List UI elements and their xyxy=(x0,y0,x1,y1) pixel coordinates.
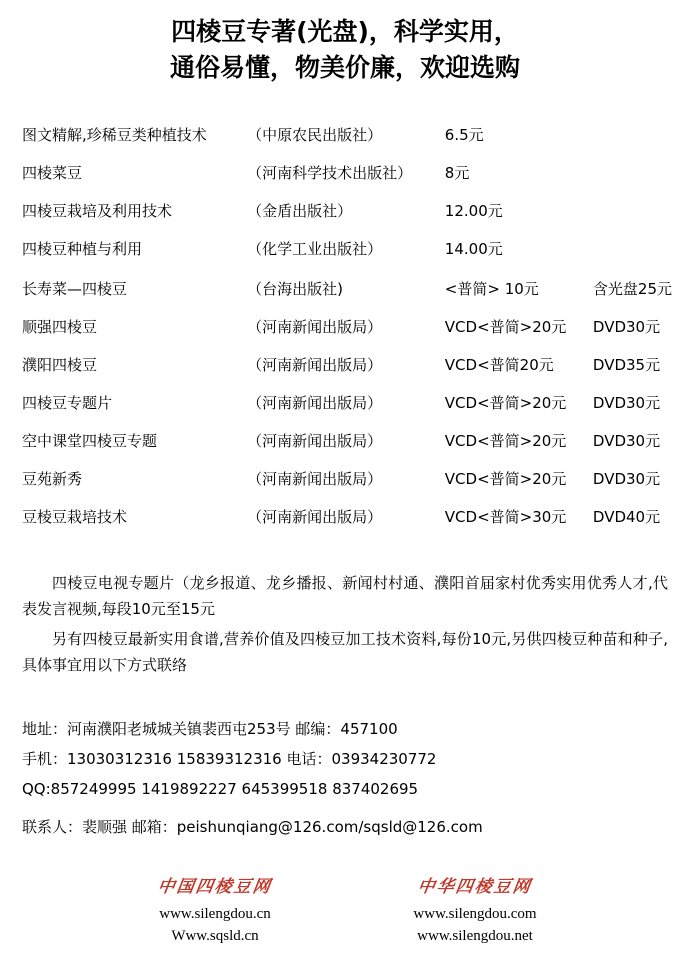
product-price: 6.5元 xyxy=(444,126,484,144)
product-publisher: （中原农民出版社） xyxy=(247,126,383,144)
table-row xyxy=(18,116,672,154)
product-title: 图文精解,珍稀豆类种植技术 xyxy=(22,126,207,144)
product-publisher: （河南科学技术出版社） xyxy=(247,164,413,182)
product-publisher: （河南新闻出版局） xyxy=(247,432,383,450)
product-price: 8元 xyxy=(444,164,470,182)
product-publisher: （河南新闻出版局） xyxy=(247,394,383,412)
contact-section xyxy=(18,714,672,842)
table-row xyxy=(18,230,672,268)
table-row xyxy=(18,346,672,384)
product-extra: DVD30元 xyxy=(592,470,661,488)
table-row xyxy=(18,460,672,498)
product-price: 14.00元 xyxy=(444,240,503,258)
page-title-line-1: 四棱豆专著(光盘)，科学实用， xyxy=(171,17,519,46)
table-row xyxy=(18,154,672,192)
product-publisher: （河南新闻出版局） xyxy=(247,470,383,488)
product-publisher: （河南新闻出版局） xyxy=(247,508,383,526)
product-title: 长寿菜—四棱豆 xyxy=(22,280,128,298)
product-price: <普简> 10元 xyxy=(444,280,539,298)
product-price: 12.00元 xyxy=(444,202,503,220)
product-title: 豆苑新秀 xyxy=(22,470,83,488)
description-paragraph-2: 另有四棱豆最新实用食谱,营养价值及四棱豆加工技术资料,每份10元,另供四棱豆种苗和种子,具体事宜用以下方式联络 xyxy=(22,630,668,674)
product-title: 顺强四棱豆 xyxy=(22,318,98,336)
site-url[interactable]: www.silengdou.net xyxy=(417,928,533,944)
product-price: VCD<普简>30元 xyxy=(444,508,567,526)
product-title: 空中课堂四棱豆专题 xyxy=(22,432,158,450)
table-row xyxy=(18,384,672,422)
contact-address: 地址：河南濮阳老城城关镇裴西屯253号 邮编：457100 xyxy=(22,720,398,738)
product-title: 四棱豆种植与利用 xyxy=(22,240,143,258)
product-extra xyxy=(593,230,672,268)
table-row xyxy=(18,308,672,346)
logo-block-silengdou-com xyxy=(380,872,570,947)
logo-block-silengdou-cn xyxy=(120,872,310,947)
product-publisher: （金盾出版社） xyxy=(247,202,353,220)
product-list-table xyxy=(18,116,672,536)
product-list-body xyxy=(18,116,672,536)
table-row xyxy=(18,192,672,230)
product-extra: DVD40元 xyxy=(592,508,661,526)
page-title xyxy=(18,0,672,86)
product-extra xyxy=(593,116,672,154)
product-publisher: （化学工业出版社） xyxy=(247,240,383,258)
product-price: VCD<普简20元 xyxy=(444,356,554,374)
contact-qq: QQ:857249995 1419892227 645399518 837402695 xyxy=(22,780,419,798)
product-price: VCD<普简>20元 xyxy=(444,394,567,412)
site-url[interactable]: www.silengdou.cn xyxy=(159,906,271,922)
product-extra: DVD35元 xyxy=(592,356,661,374)
product-title: 四棱豆栽培及利用技术 xyxy=(22,202,173,220)
product-title: 四棱菜豆 xyxy=(22,164,83,182)
product-publisher: （台海出版社) xyxy=(247,280,343,298)
footer-logos xyxy=(0,872,690,947)
product-publisher: （河南新闻出版局） xyxy=(247,356,383,374)
description-paragraph-1: 四棱豆电视专题片（龙乡报道、龙乡播报、新闻村村通、濮阳首届家村优秀实用优秀人才,代表发言视频,每段10元至15元 xyxy=(22,574,668,618)
product-extra: DVD30元 xyxy=(592,432,661,450)
product-publisher: （河南新闻出版局） xyxy=(247,318,383,336)
product-extra: DVD30元 xyxy=(592,394,661,412)
contact-phones: 手机：13030312316 15839312316 电话：03934230772 xyxy=(22,750,437,768)
site-url[interactable]: www.silengdou.com xyxy=(413,906,537,922)
product-price: VCD<普简>20元 xyxy=(444,432,567,450)
description-section xyxy=(18,570,672,678)
site-logo-icon: 中华四棱豆网 xyxy=(416,877,534,897)
product-price: VCD<普简>20元 xyxy=(444,318,567,336)
product-title: 豆棱豆栽培技术 xyxy=(22,508,128,526)
page-title-line-2: 通俗易懂，物美价廉，欢迎选购 xyxy=(169,53,520,82)
product-extra xyxy=(593,154,672,192)
contact-person-email: 联系人：裴顺强 邮箱：peishunqiang@126.com/sqsld@126.com xyxy=(22,818,483,836)
table-row xyxy=(18,498,672,536)
site-logo-icon: 中国四棱豆网 xyxy=(156,877,274,897)
product-price: VCD<普简>20元 xyxy=(444,470,567,488)
product-extra: DVD30元 xyxy=(592,318,661,336)
product-title: 濮阳四棱豆 xyxy=(22,356,98,374)
site-url[interactable]: Www.sqsld.cn xyxy=(171,928,259,944)
product-extra xyxy=(593,192,672,230)
table-row xyxy=(18,268,672,308)
product-extra: 含光盘25元 xyxy=(592,280,672,298)
table-row xyxy=(18,422,672,460)
product-title: 四棱豆专题片 xyxy=(22,394,113,412)
